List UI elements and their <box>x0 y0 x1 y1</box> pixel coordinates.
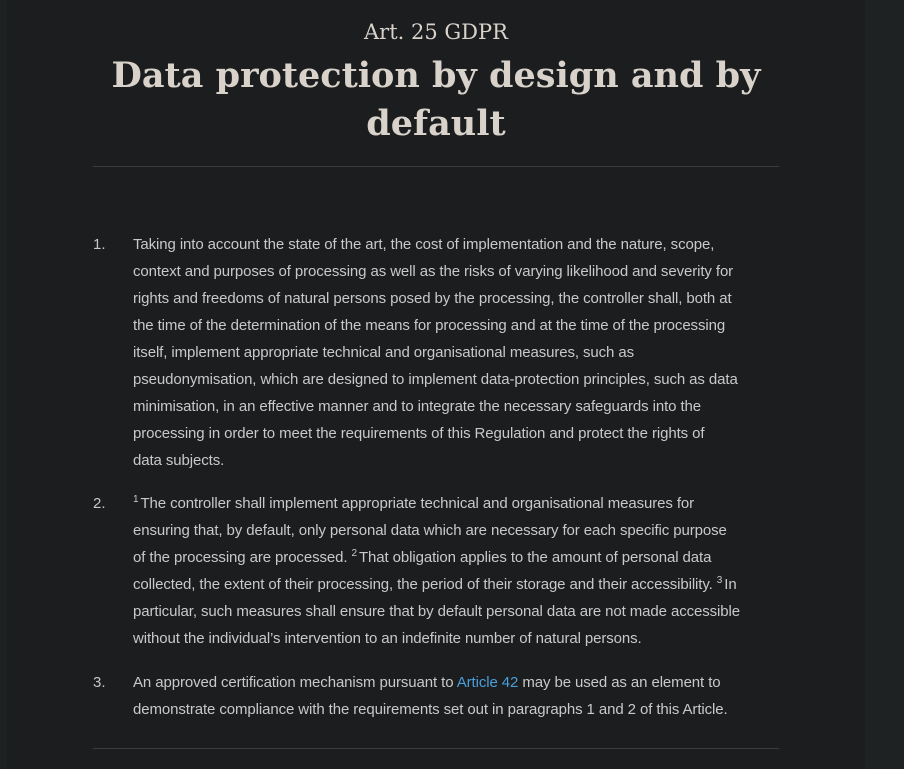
paragraph-line: without the individual’s intervention to an indefinite number of natural persons. <box>133 630 642 647</box>
paragraph-line: processing in order to meet the requirements of this Regulation and protect the rights of <box>133 425 705 442</box>
paragraph-line: Taking into account the state of the art, the cost of implementation and the nature, scope, <box>133 236 715 253</box>
paragraph-line: minimisation, in an effective manner and to integrate the necessary safeguards into the <box>133 398 702 415</box>
footer-divider <box>93 748 779 749</box>
paragraph-line: demonstrate compliance with the requirements set out in paragraphs 1 and 2 of this Article. <box>133 701 728 718</box>
paragraph-number: 1. <box>93 236 106 253</box>
window-edge <box>0 0 7 769</box>
article-page <box>7 0 865 769</box>
paragraph-line: An approved certification mechanism pursuant to Article 42 may be used as an element to <box>133 674 721 691</box>
paragraph-line: pseudonymisation, which are designed to implement data-protection principles, such as data <box>133 371 738 388</box>
paragraph-line: itself, implement appropriate technical and organisational measures, such as <box>133 344 635 361</box>
paragraph-line: $^1$ The controller shall implement appropriate technical and organisational measures for <box>133 494 695 512</box>
paragraph-line: collected, the extent of their processing, the period of their storage and their accessibility. $^3$ In <box>133 575 737 593</box>
article-number: Art. 25 GDPR <box>364 20 508 44</box>
paragraph-line: data subjects. <box>133 452 225 469</box>
sentence-marker: 3 <box>716 575 723 586</box>
article-42-link[interactable]: Article 42 <box>456 674 519 691</box>
paragraph-line: of the processing are processed. $^2$ That obligation applies to the amount of personal data <box>133 548 712 566</box>
article-title-line-2: default <box>366 103 506 144</box>
paragraph-line: context and purposes of processing as well as the risks of varying likelihood and severity for <box>133 263 734 280</box>
paragraph-number: 3. <box>93 674 106 691</box>
header-divider <box>93 166 779 167</box>
paragraph-number: 2. <box>93 495 106 512</box>
paragraph-line: particular, such measures shall ensure that by default personal data are not made accessible <box>133 603 740 620</box>
paragraph-line: rights and freedoms of natural persons posed by the processing, the controller shall, both at <box>133 290 732 307</box>
article-title-line-1: Data protection by design and by <box>111 55 761 96</box>
paragraph-line: ensuring that, by default, only personal data which are necessary for each specific purpose <box>133 522 727 539</box>
paragraph-line: the time of the determination of the means for processing and at the time of the processing <box>133 317 726 334</box>
sentence-marker: 1 <box>133 494 139 505</box>
sentence-marker: 2 <box>351 548 357 559</box>
